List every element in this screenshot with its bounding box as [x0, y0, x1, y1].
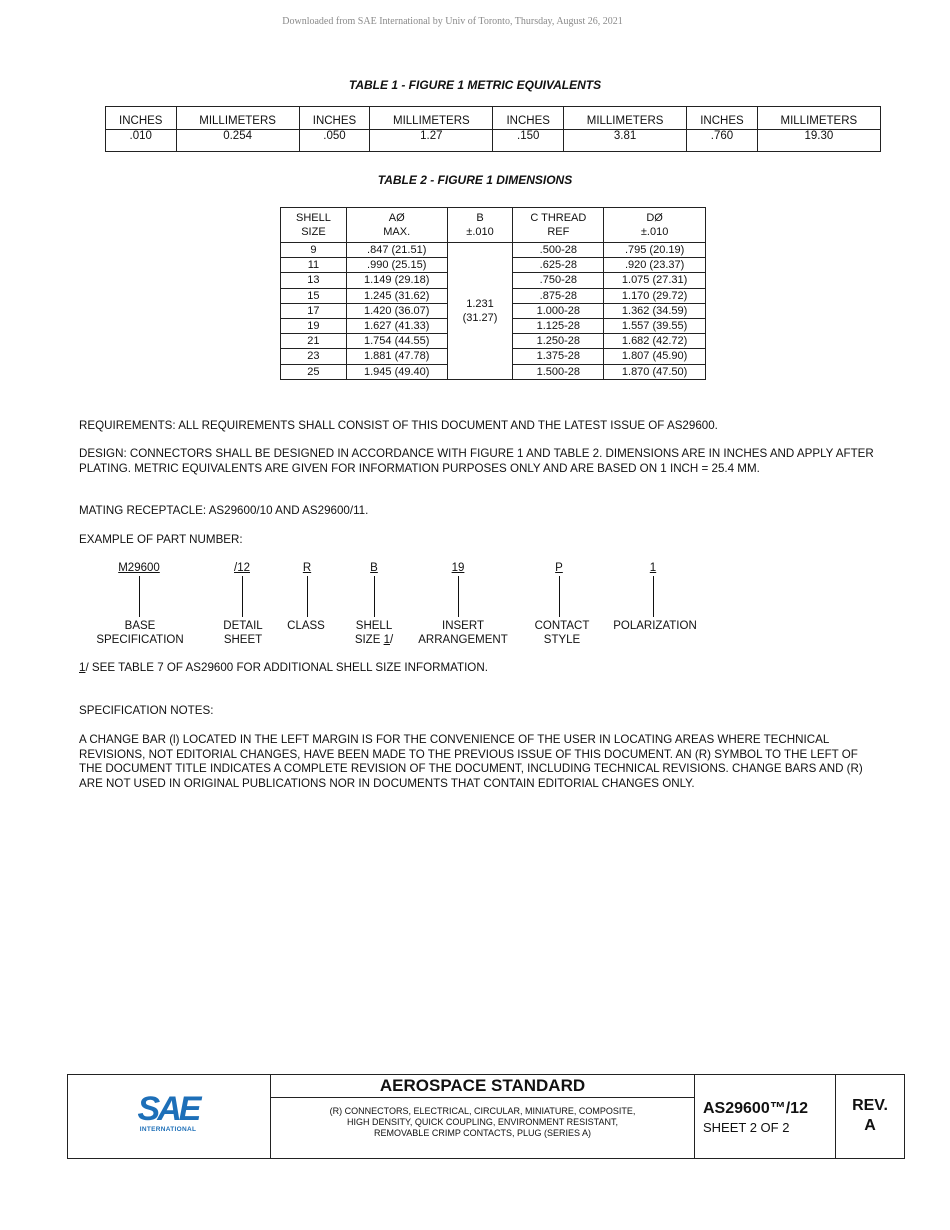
d-dim-cell: 1.362 (34.59): [604, 303, 706, 318]
leader-line: [559, 576, 560, 617]
label-line: /: [389, 634, 394, 646]
table2-header: [447, 208, 513, 243]
d-dim-cell: .795 (20.19): [604, 243, 706, 258]
header-line: MAX.: [383, 226, 411, 238]
a-dim-cell: 1.881 (47.78): [346, 349, 447, 364]
table1-cell: .150: [493, 130, 564, 152]
leader-line: [653, 576, 654, 617]
pn-label-contact: [522, 619, 602, 647]
pn-label-detail: [212, 619, 274, 647]
pn-label-base: [84, 619, 196, 647]
table1-header: INCHES: [687, 107, 758, 130]
pn-code-polarization: 1: [649, 562, 657, 574]
table1-header: INCHES: [299, 107, 370, 130]
pn-label-class: [280, 619, 332, 633]
shell-size-cell: 21: [281, 334, 347, 349]
shell-size-cell: 17: [281, 303, 347, 318]
label-line: SHELL: [355, 620, 393, 632]
label-line: BASE: [124, 620, 156, 632]
header-line: B: [476, 212, 484, 224]
d-dim-cell: 1.557 (39.55): [604, 318, 706, 333]
pn-code-base: M29600: [118, 562, 160, 574]
header-line: SHELL: [296, 212, 331, 224]
table1-cell: 19.30: [757, 130, 880, 152]
table1-cell: 0.254: [176, 130, 299, 152]
sae-logo: [136, 1090, 200, 1135]
dimensions-table: [280, 207, 706, 380]
leader-line: [242, 576, 243, 617]
c-thread-cell: .625-28: [513, 258, 604, 273]
pn-code-contact: P: [555, 562, 563, 574]
table1-header: MILLIMETERS: [176, 107, 299, 130]
table1-header: MILLIMETERS: [370, 107, 493, 130]
c-thread-cell: .500-28: [513, 243, 604, 258]
d-dim-cell: 1.682 (42.72): [604, 334, 706, 349]
logo-cell: [68, 1075, 271, 1158]
a-dim-cell: .990 (25.15): [346, 258, 447, 273]
label-line: STYLE: [543, 634, 581, 646]
title-cell: [271, 1075, 695, 1158]
label-line: ARRANGEMENT: [418, 634, 508, 646]
header-line: C THREAD: [530, 212, 587, 224]
pn-code-shell: B: [370, 562, 378, 574]
doc-title-line: HIGH DENSITY, QUICK COUPLING, ENVIRONMENT RESISTANT,: [346, 1117, 619, 1127]
table1-header: INCHES: [106, 107, 177, 130]
revision-cell: [836, 1075, 904, 1158]
design-paragraph: DESIGN: CONNECTORS SHALL BE DESIGNED IN ACCORDANCE WITH FIGURE 1 AND TABLE 2. DIMENSIONS ARE IN INCHES AND APPLY AFTER PLATING. METRIC EQUIVALENTS ARE GIVEN FOR INFORMATION PURPOSES ONLY AND ARE BASED ON 1 INCH = 25.4 MM.: [79, 447, 874, 475]
standard-title: AEROSPACE STANDARD: [271, 1075, 694, 1098]
b-value: 1.231: [466, 297, 494, 310]
c-thread-cell: 1.250-28: [513, 334, 604, 349]
b-value-metric: (31.27): [462, 311, 498, 324]
pn-label-insert: [410, 619, 516, 647]
pn-code-insert: 19: [451, 562, 465, 574]
table1-cell: .010: [106, 130, 177, 152]
leader-line: [374, 576, 375, 617]
rev-label: REV.: [852, 1097, 888, 1114]
shell-size-cell: 13: [281, 273, 347, 288]
table1-header: MILLIMETERS: [757, 107, 880, 130]
doc-number-cell: [695, 1075, 836, 1158]
shell-size-cell: 11: [281, 258, 347, 273]
doc-title: [271, 1106, 694, 1139]
shell-size-cell: 25: [281, 364, 347, 379]
shell-size-cell: 9: [281, 243, 347, 258]
table1-header: MILLIMETERS: [563, 107, 686, 130]
header-line: DØ: [646, 212, 663, 224]
table1-title: TABLE 1 - FIGURE 1 METRIC EQUIVALENTS: [348, 78, 602, 92]
c-thread-cell: .875-28: [513, 288, 604, 303]
a-dim-cell: 1.245 (31.62): [346, 288, 447, 303]
header-line: ±.010: [640, 226, 669, 238]
doc-title-line: (R) CONNECTORS, ELECTRICAL, CIRCULAR, MINIATURE, COMPOSITE,: [329, 1106, 636, 1116]
pn-code-class: R: [302, 562, 312, 574]
logo-text: SAE: [137, 1090, 199, 1128]
label-line: SIZE: [354, 634, 384, 646]
table-row: [281, 243, 706, 258]
a-dim-cell: 1.945 (49.40): [346, 364, 447, 379]
header-line: SIZE: [301, 226, 326, 238]
pn-label-shell: [344, 619, 404, 647]
c-thread-cell: 1.500-28: [513, 364, 604, 379]
shell-size-cell: 15: [281, 288, 347, 303]
label-line: POLARIZATION: [613, 620, 697, 632]
c-thread-cell: .750-28: [513, 273, 604, 288]
header-line: ±.010: [466, 226, 494, 238]
a-dim-cell: 1.754 (44.55): [346, 334, 447, 349]
footnote-text: / SEE TABLE 7 OF AS29600 FOR ADDITIONAL SHELL SIZE INFORMATION.: [85, 661, 488, 674]
label-line: DETAIL: [223, 620, 263, 632]
footnote-ref: 1: [79, 661, 86, 674]
header-line: AØ: [388, 212, 405, 224]
a-dim-cell: 1.149 (29.18): [346, 273, 447, 288]
shell-size-cell: 19: [281, 318, 347, 333]
d-dim-cell: 1.870 (47.50): [604, 364, 706, 379]
shell-size-cell: 23: [281, 349, 347, 364]
title-block: [67, 1074, 905, 1159]
table2-header: [281, 208, 347, 243]
label-line: CLASS: [287, 620, 325, 632]
footnote: [79, 661, 879, 676]
pn-label-polarization: [606, 619, 704, 633]
logo-sub: INTERNATIONAL: [139, 1126, 197, 1133]
mating-paragraph: MATING RECEPTACLE: AS29600/10 AND AS29600/11.: [79, 504, 369, 517]
table2-header: [604, 208, 706, 243]
table1-cell: .050: [299, 130, 370, 152]
spec-notes-text: A CHANGE BAR (l) LOCATED IN THE LEFT MARGIN IS FOR THE CONVENIENCE OF THE USER IN LOCATING AREAS WHERE TECHNICAL REVISIONS, NOT EDITORIAL CHANGES, HAVE BEEN MADE TO THE PREVIOUS ISSUE OF THIS DOCUMENT. AN (R) SYMBOL TO THE LEFT OF THE DOCUMENT TITLE INDICATES A COMPLETE REVISION OF THE DOCUMENT, INCLUDING TECHNICAL REVISIONS. CHANGE BARS AND (R) ARE NOT USED IN ORIGINAL PUBLICATIONS NOR IN DOCUMENTS THAT CONTAIN EDITORIAL CHANGES ONLY.: [79, 733, 863, 790]
doc-title-line: REMOVABLE CRIMP CONTACTS, PLUG (SERIES A): [373, 1128, 592, 1138]
d-dim-cell: 1.075 (27.31): [604, 273, 706, 288]
label-line: SHEET: [223, 634, 263, 646]
label-line: SPECIFICATION: [96, 634, 184, 646]
table1-cell: 3.81: [563, 130, 686, 152]
table2-title: TABLE 2 - FIGURE 1 DIMENSIONS: [377, 173, 573, 187]
c-thread-cell: 1.000-28: [513, 303, 604, 318]
d-dim-cell: 1.807 (45.90): [604, 349, 706, 364]
metric-equivalents-table: [105, 106, 881, 152]
a-dim-cell: 1.627 (41.33): [346, 318, 447, 333]
a-dim-cell: .847 (21.51): [346, 243, 447, 258]
table1-cell: 1.27: [370, 130, 493, 152]
header-line: REF: [547, 226, 570, 238]
leader-line: [307, 576, 308, 617]
rev-value: A: [864, 1117, 876, 1134]
a-dim-cell: 1.420 (36.07): [346, 303, 447, 318]
d-dim-cell: .920 (23.37): [604, 258, 706, 273]
footnote-ref: 1: [383, 634, 390, 646]
requirements-paragraph: REQUIREMENTS: ALL REQUIREMENTS SHALL CONSIST OF THIS DOCUMENT AND THE LATEST ISSUE OF AS29600.: [79, 419, 718, 432]
table2-header: [346, 208, 447, 243]
label-line: CONTACT: [534, 620, 590, 632]
label-line: INSERT: [442, 620, 484, 632]
d-dim-cell: 1.170 (29.72): [604, 288, 706, 303]
b-dim-cell: [447, 243, 513, 380]
table1-cell: .760: [687, 130, 758, 152]
c-thread-cell: 1.375-28: [513, 349, 604, 364]
sheet-number: SHEET 2 OF 2: [703, 1120, 790, 1135]
download-notice: Downloaded from SAE International by Univ of Toronto, Thursday, August 26, 2021: [282, 16, 623, 27]
spec-notes-heading: SPECIFICATION NOTES:: [79, 704, 214, 717]
doc-number: AS29600™/12: [703, 1100, 808, 1117]
table1-header: INCHES: [493, 107, 564, 130]
c-thread-cell: 1.125-28: [513, 318, 604, 333]
pn-code-detail: /12: [234, 562, 250, 574]
leader-line: [458, 576, 459, 617]
table2-header: [513, 208, 604, 243]
example-heading: EXAMPLE OF PART NUMBER:: [79, 533, 243, 546]
leader-line: [139, 576, 140, 617]
